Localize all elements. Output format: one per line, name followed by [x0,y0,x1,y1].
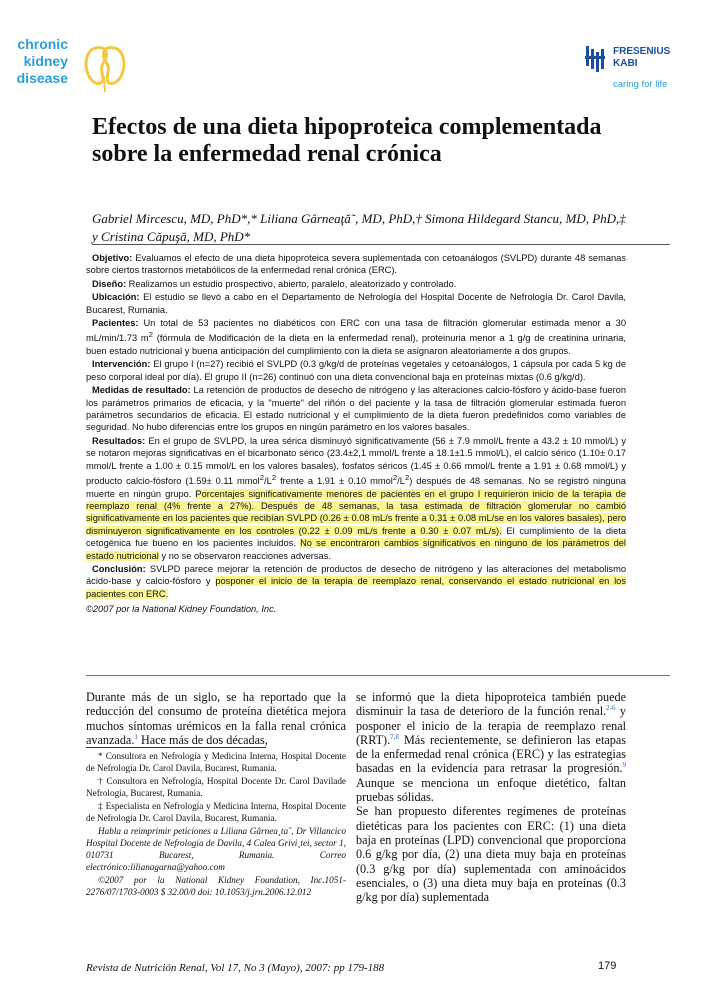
footnote-copyright: ©2007 por la National Kidney Foundation, Inc.1051-2276/07/1703-0003 $ 32.00/0 doi: 10.1053/j.jrn.2006.12.012 [86,875,346,898]
footnote-divider [86,747,266,748]
intro-paragraph: Durante más de un siglo, se ha reportado que la reducción del consumo de proteína dietética mejora muchos síntomas urémicos en la falla renal crónica avanzada.$^1$ Hace más de dos décadas, [86,690,346,747]
page-number: 179 [598,960,617,972]
article-authors: Gabriel Mircescu, MD, PhD*,* Liliana Gârneaţă˜, MD, PhD,† Simona Hildegard Stancu, MD, PhD,‡ y Cristina Căpuşă, MD, PhD* [92,211,626,244]
abstract [86,252,626,617]
abstract-ubicacion: Ubicación: El estudio se llevó a cabo en el Departamento de Nefrología del Hospital Docente de Nefrología Dr. Carol Davila, Bucarest, Rumania. [86,292,626,315]
abstract-resultados: Resultados: En el grupo de SVLPD, la urea sérica disminuyó significativamente (56 ± 7.9 mmol/L frente a 43.2 ± 10 mmol/L) y se notaron mejoras significativas en el bicarbonato sérico (23.4±2,1 mmol/L frente a 18.1±1.5 mmol/L), el calcio sérico (1.10± 0.17 mmol/L frente a 1.00 ± 0.15 mmol/L en los valores basales), fosfatos séricos (1.45 ± 0.66 mmol/L frente a 1.91 ± 0.68 mmol/L) y producto calcio-fósforo (1.59± 0.11 $mmol^2/L^2$ frente a 1.91 ± 0.10 $mmol^2/L^2$) después de 48 semanas. No se registró ninguna muerte en ningún grupo. Porcentajes significativamente menores de pacientes en el grupo I requirieron inicio de la terapia de reemplazo renal (4% frente a 27%). Después de 48 semanas, la tasa estimada de filtración glomerular no cambió significativamente en los pacientes que recibían SVLPD (0.26 ± 0.08 mL/s frente a 0.31 ± 0.08 mL/se en los valores basales), pero disminuyeron significativamente en los controles (0.22 ± 0.09 mL/s frente a 0.30 ± 0.07 mL/s). El cumplimiento de la dieta cetogénica fue bueno en los pacientes incluidos. No se encontraron cambios significativos en ninguno de los parámetros del estado nutricional y no se observaron reacciones adversas. [86,435,627,561]
fresenius-kabi-logo [585,46,700,94]
body-left-column [86,690,346,899]
title-divider [92,244,670,245]
footnote: ‡ Especialista en Nefrología y Medicina Interna, Hospital Docente de Nefrología Dr. Carol Davila, Bucarest, Rumania. [86,801,346,824]
body-paragraph: Se han propuesto diferentes regímenes de proteínas dietéticas para los pacientes con ERC: (1) una dieta baja en proteínas (LPD) convencional que proporciona 0.6 g/kg por día, (2) una dieta muy baja en proteínas (0.3 g/kg por día) suplementada con aminoácidos esenciales, o (3) una dieta muy baja en proteínas (0.3 g/kg por día) suplementada [356,804,626,905]
footnote-correspondence: Habla a reimprimir peticiones a Liliana Gârnea¸ta˘, Dr Villancico Hospital Docente de Nefrología de Davila, 4 Calea Grivi¸tei, sector 1, 010731 Bucarest, Rumania. Correo electrónico:lilianagarna@yahoo.com [86,826,346,873]
abstract-diseno: Diseño: Realizamos un estudio prospectivo, abierto, paralelo, aleatorizado y controlado. [92,278,457,289]
highlight: posponer el inicio de la terapia de reemplazo renal, conservando el estado nutricional en los pacientes con ERC. [86,576,626,599]
reference-link[interactable]: 7,8 [390,732,399,741]
ckd-logo [12,36,132,106]
ckd-logo-text: chronic kidney disease [16,36,68,86]
footnote: * Consultora en Nefrología y Medicina Interna, Hospital Docente de Nefrología Dr. Carol Davila, Bucarest, Rumania. [86,751,346,774]
kidney-icon [82,42,128,94]
reference-link[interactable]: 9 [622,761,626,770]
highlight: No se encontraron cambios significativos en ninguno de los parámetros del estado nutricional [86,538,627,561]
body-right-column [356,690,626,904]
fresenius-mark-icon [585,46,609,72]
abstract-divider [86,675,670,676]
footnote: † Consultora en Nefrología, Hospital Docente Dr. Carol Davilade Nefrología, Bucarest, Rumania. [86,776,346,799]
article-title: Efectos de una dieta hipoproteica complementada sobre la enfermedad renal crónica [92,114,602,167]
fresenius-tagline: caring for life [613,79,668,90]
abstract-medidas: Medidas de resultado: La retención de productos de desecho de nitrógeno y las alteraciones calcio-fósforo y ácido-base fueron los parámetros primarios de eficacia, y la "muerte" del riñón o del paciente y la tasa de filtración glomerular estimada fueron parámetros secundarios de eficacia. El estado nutricional y el cumplimiento de la dieta fueron predefinidos como variables de seguridad. No hubo diferencias entre los grupos en ningún parámetro en los valores basales. [86,385,627,433]
abstract-intervencion: Intervención: El grupo I (n=27) recibió el SVLPD (0.3 g/kg/d de proteínas vegetales y cetoanálogos, 1 cápsula por cada 5 kg de peso corporal ideal por día). El grupo II (n=26) continuó con una dieta convencional baja en proteínas mixtas (0.6 g/kg/d). [86,359,626,382]
abstract-conclusion: Conclusión: SVLPD parece mejorar la retención de productos de desecho de nitrógeno y las alteraciones del metabolismo ácido-base y calcio-fósforo y posponer el inicio de la terapia de reemplazo renal, conservando el estado nutricional en los pacientes con ERC. [86,563,626,599]
abstract-pacientes: Pacientes: Un total de 53 pacientes no diabéticos con ERC con una tasa de filtración glomerular estimada menor a 30 mL/min/1.73 $m^2$ (fórmula de Modificación de la dieta en la enfermedad renal), proteinuria menor a 1 g/g de creatinina urinaria, buen estado nutricional y buena anticipación del cumplimiento con la dieta se asignaron aleatoriamente a dos grupos. [86,318,627,356]
body-paragraph: se informó que la dieta hipoproteica también puede disminuir la tasa de deterioro de la función renal.$^{2-6}$ y posponer el inicio de la terapia de reemplazo renal (RRT).$^{7,8}$ Más recientemente, se definieron las etapas de la enfermedad renal crónica (ERC) y las estrategias basadas en la evidencia para retrasar la progresión.$^9$ Aunque se menciona un enfoque dietético, faltan pruebas sólidas. [356,690,627,805]
fresenius-name: FRESENIUS KABI [613,46,671,69]
highlight: Porcentajes significativamente menores de pacientes en el grupo I requirieron inicio de la terapia de reemplazo renal (4% frente a 27%). Después de 48 semanas, la tasa estimada de filtración glomerular no cambió significativamente en los pacientes que recibían SVLPD (0.26 ± 0.08 mL/s frente a 0.31 ± 0.08 mL/se en los valores basales), pero disminuyeron significativamente en los controles (0.22 ± 0.09 mL/s frente a 0.30 ± 0.07 mL/s). [86,488,626,536]
reference-link[interactable]: 1 [134,732,138,741]
reference-link[interactable]: 2-6 [606,704,616,713]
abstract-copyright: ©2007 por la National Kidney Foundation, Inc. [86,604,277,615]
journal-citation: Revista de Nutrición Renal, Vol 17, No 3 (Mayo), 2007: pp 179-188 [86,962,385,974]
abstract-objetivo: Objetivo: Evaluamos el efecto de una dieta hipoproteica severa suplementada con cetoanálogos (SVLPD) durante 48 semanas sobre ciertos trastornos metabólicos de la enfermedad renal crónica (ERC). [86,253,626,276]
